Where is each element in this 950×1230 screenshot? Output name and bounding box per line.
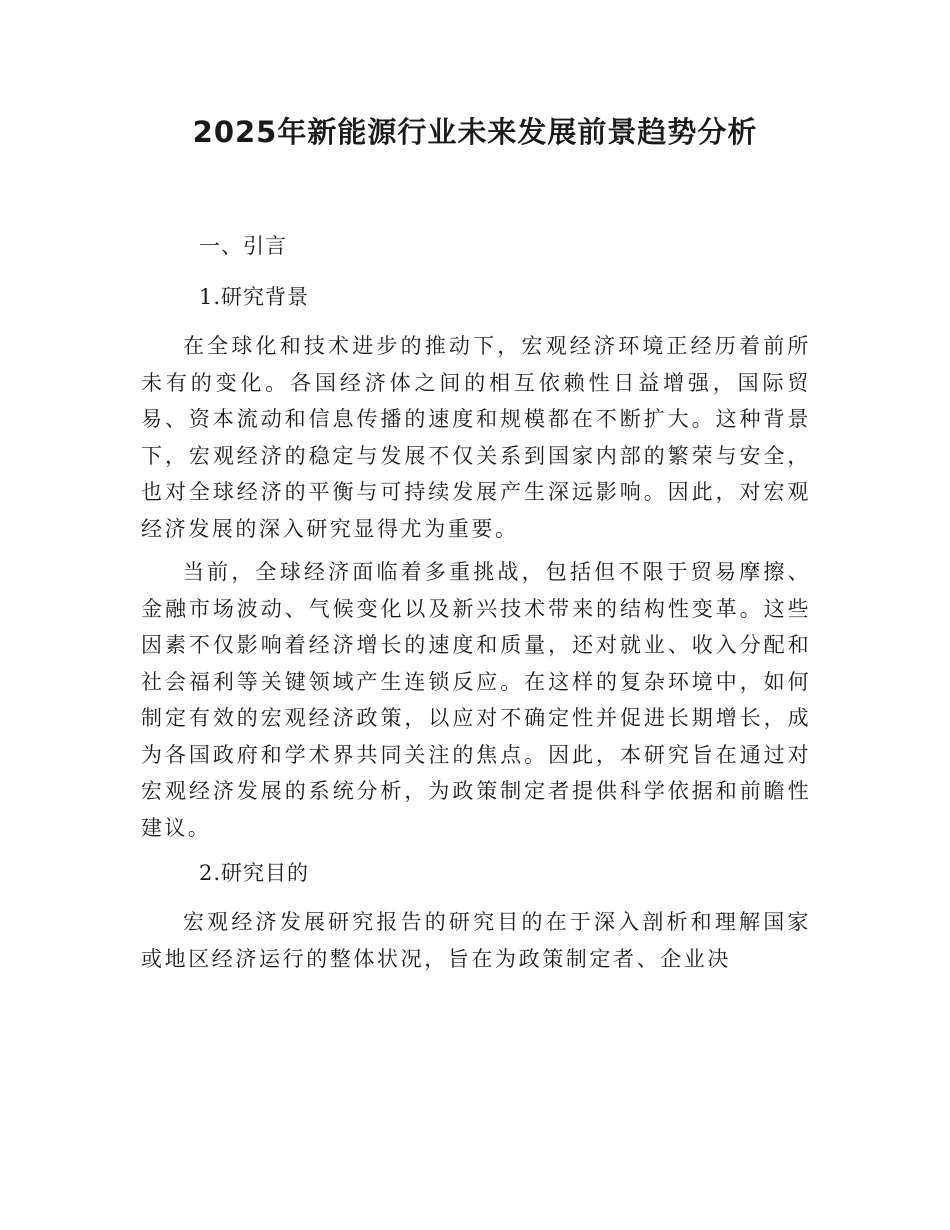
body-paragraph-3: 宏观经济发展研究报告的研究目的在于深入剖析和理解国家或地区经济运行的整体状况，旨在为政策制定者、企业决 [141,910,811,971]
body-paragraph-1: 在全球化和技术进步的推动下，宏观经济环境正经历着前所未有的变化。各国经济体之间的相互依赖性日益增强，国际贸易、资本流动和信息传播的速度和规模都在不断扩大。这种背景下，宏观经济的稳定与发展不仅关系到国家内部的繁荣与安全，也对全球经济的平衡与可持续发展产生深远影响。因此，对宏观经济发展的深入研究显得尤为重要。 [141,334,811,541]
document-body [141,226,811,984]
subsection-heading-research-background: 1.研究背景 [199,285,310,309]
body-paragraph-2: 当前，全球经济面临着多重挑战，包括但不限于贸易摩擦、金融市场波动、气候变化以及新兴技术带来的结构性变革。这些因素不仅影响着经济增长的速度和质量，还对就业、收入分配和社会福利等关键领域产生连锁反应。在这样的复杂环境中，如何制定有效的宏观经济政策，以应对不确定性并促进长期增长，成为各国政府和学术界共同关注的焦点。因此，本研究旨在通过对宏观经济发展的系统分析，为政策制定者提供科学依据和前瞻性建议。 [141,560,811,840]
subsection-heading-research-purpose: 2.研究目的 [199,861,310,885]
document-title: 2025年新能源行业未来发展前景趋势分析 [192,115,758,149]
section-heading-introduction: 一、引言 [199,234,287,258]
